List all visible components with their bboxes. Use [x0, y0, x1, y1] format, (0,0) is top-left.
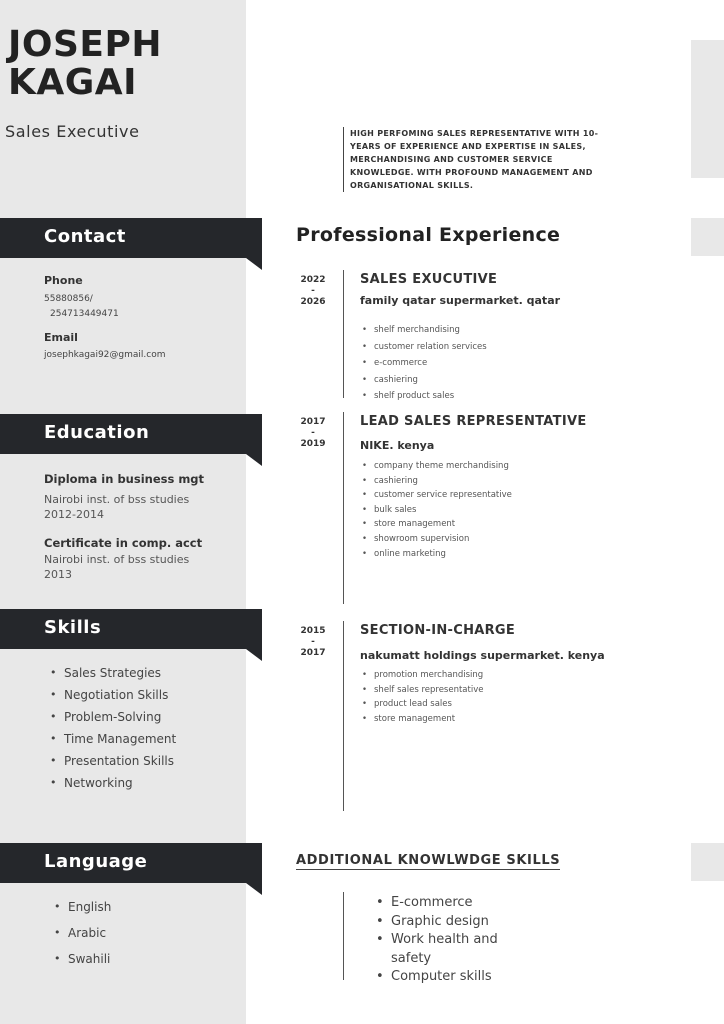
job-title: Sales Executive — [5, 122, 140, 141]
job-entry — [296, 272, 626, 402]
skill-item: • Presentation Skills — [50, 750, 176, 772]
education-banner — [0, 414, 262, 454]
job-company: nakumatt holdings supermarket. kenya — [360, 649, 605, 662]
education-item-title: Diploma in business mgt — [44, 472, 205, 486]
right-accent-strip — [691, 40, 724, 178]
job-year-start: 2015 — [300, 626, 326, 636]
job-duties-list — [360, 459, 512, 561]
additional-skill-item: • E-commerce — [374, 894, 524, 913]
education-item-school: Nairobi inst. of bss studies — [44, 493, 190, 506]
candidate-name — [8, 26, 162, 102]
language-item: • Swahili — [54, 948, 111, 974]
job-company: family qatar supermarket. qatar — [360, 294, 561, 307]
skills-heading: Skills — [44, 617, 102, 638]
additional-skill-item: • Graphic design — [374, 913, 524, 932]
job-duty-item: • store management — [360, 517, 512, 532]
additional-skills-list — [374, 894, 524, 987]
additional-skill-item: • Work health and safety — [374, 931, 524, 968]
contact-banner — [0, 218, 262, 258]
job-role: LEAD SALES REPRESENTATIVE — [360, 414, 587, 429]
job-year-end: 2019 — [300, 439, 326, 449]
timeline-line — [343, 270, 344, 398]
job-years — [296, 272, 330, 310]
job-duty-item: • customer service representative — [360, 488, 512, 503]
contact-heading: Contact — [44, 226, 126, 247]
job-duty-item: • product lead sales — [360, 697, 483, 712]
skills-banner — [0, 609, 262, 649]
language-list — [54, 896, 111, 974]
job-entry — [296, 623, 626, 815]
skill-item: • Networking — [50, 772, 176, 794]
job-duty-item: • shelf merchandising — [360, 322, 487, 339]
job-year-end: 2026 — [300, 297, 326, 307]
job-duties-list — [360, 668, 483, 726]
job-role: SECTION-IN-CHARGE — [360, 623, 516, 638]
skill-item: • Negotiation Skills — [50, 684, 176, 706]
experience-heading: Professional Experience — [296, 224, 561, 246]
language-item: • Arabic — [54, 922, 111, 948]
additional-skill-item: • Computer skills — [374, 968, 524, 987]
language-banner — [0, 843, 262, 883]
job-year-start: 2017 — [300, 417, 326, 427]
last-name: KAGAI — [8, 62, 138, 103]
job-year-separator: - — [311, 286, 315, 296]
job-duty-item: • store management — [360, 712, 483, 727]
job-year-end: 2017 — [300, 648, 326, 658]
job-years — [296, 623, 330, 661]
first-name: JOSEPH — [8, 24, 163, 65]
timeline-line — [343, 892, 344, 980]
profile-summary: HIGH PERFOMING SALES REPRESENTATIVE WITH 10-YEARS OF EXPERIENCE AND EXPERTISE IN SALES, MERCHANDISING AND CUSTOMER SERVICE KNOWLEDGE. WITH PROFOUND MANAGEMENT AND ORGANISATIONAL SKILLS. — [343, 127, 613, 192]
email-address: josephkagai92@gmail.com — [44, 350, 166, 360]
job-duty-item: • shelf product sales — [360, 388, 487, 405]
job-duty-item: • customer relation services — [360, 339, 487, 356]
job-entry — [296, 414, 626, 606]
timeline-line — [343, 412, 344, 604]
phone-number-1: 55880856/ — [44, 294, 93, 304]
job-company: NIKE. kenya — [360, 439, 435, 452]
job-duty-item: • online marketing — [360, 547, 512, 562]
language-item: • English — [54, 896, 111, 922]
education-item-years: 2013 — [44, 568, 72, 581]
additional-skills-heading: ADDITIONAL KNOWLWDGE SKILLS — [296, 853, 561, 868]
job-duty-item: • cashiering — [360, 474, 512, 489]
job-duty-item: • showroom supervision — [360, 532, 512, 547]
right-accent-strip — [691, 218, 724, 256]
skill-item: • Sales Strategies — [50, 662, 176, 684]
education-item-years: 2012-2014 — [44, 508, 104, 521]
phone-number-2: 254713449471 — [50, 309, 119, 319]
job-duty-item: • shelf sales representative — [360, 683, 483, 698]
job-role: SALES EXUCUTIVE — [360, 272, 498, 287]
job-year-start: 2022 — [300, 275, 326, 285]
job-duty-item: • e-commerce — [360, 355, 487, 372]
right-accent-strip — [691, 843, 724, 881]
phone-label: Phone — [44, 274, 83, 287]
skills-list — [50, 662, 176, 794]
job-year-separator: - — [311, 428, 315, 438]
education-heading: Education — [44, 422, 150, 443]
education-item-school: Nairobi inst. of bss studies — [44, 553, 190, 566]
language-heading: Language — [44, 851, 148, 872]
job-duty-item: • promotion merchandising — [360, 668, 483, 683]
job-year-separator: - — [311, 637, 315, 647]
job-duties-list — [360, 322, 487, 405]
job-duty-item: • company theme merchandising — [360, 459, 512, 474]
skill-item: • Time Management — [50, 728, 176, 750]
education-item-title: Certificate in comp. acct — [44, 536, 203, 550]
job-years — [296, 414, 330, 452]
timeline-line — [343, 621, 344, 811]
email-label: Email — [44, 331, 78, 344]
skill-item: • Problem-Solving — [50, 706, 176, 728]
job-duty-item: • cashiering — [360, 372, 487, 389]
job-duty-item: • bulk sales — [360, 503, 512, 518]
